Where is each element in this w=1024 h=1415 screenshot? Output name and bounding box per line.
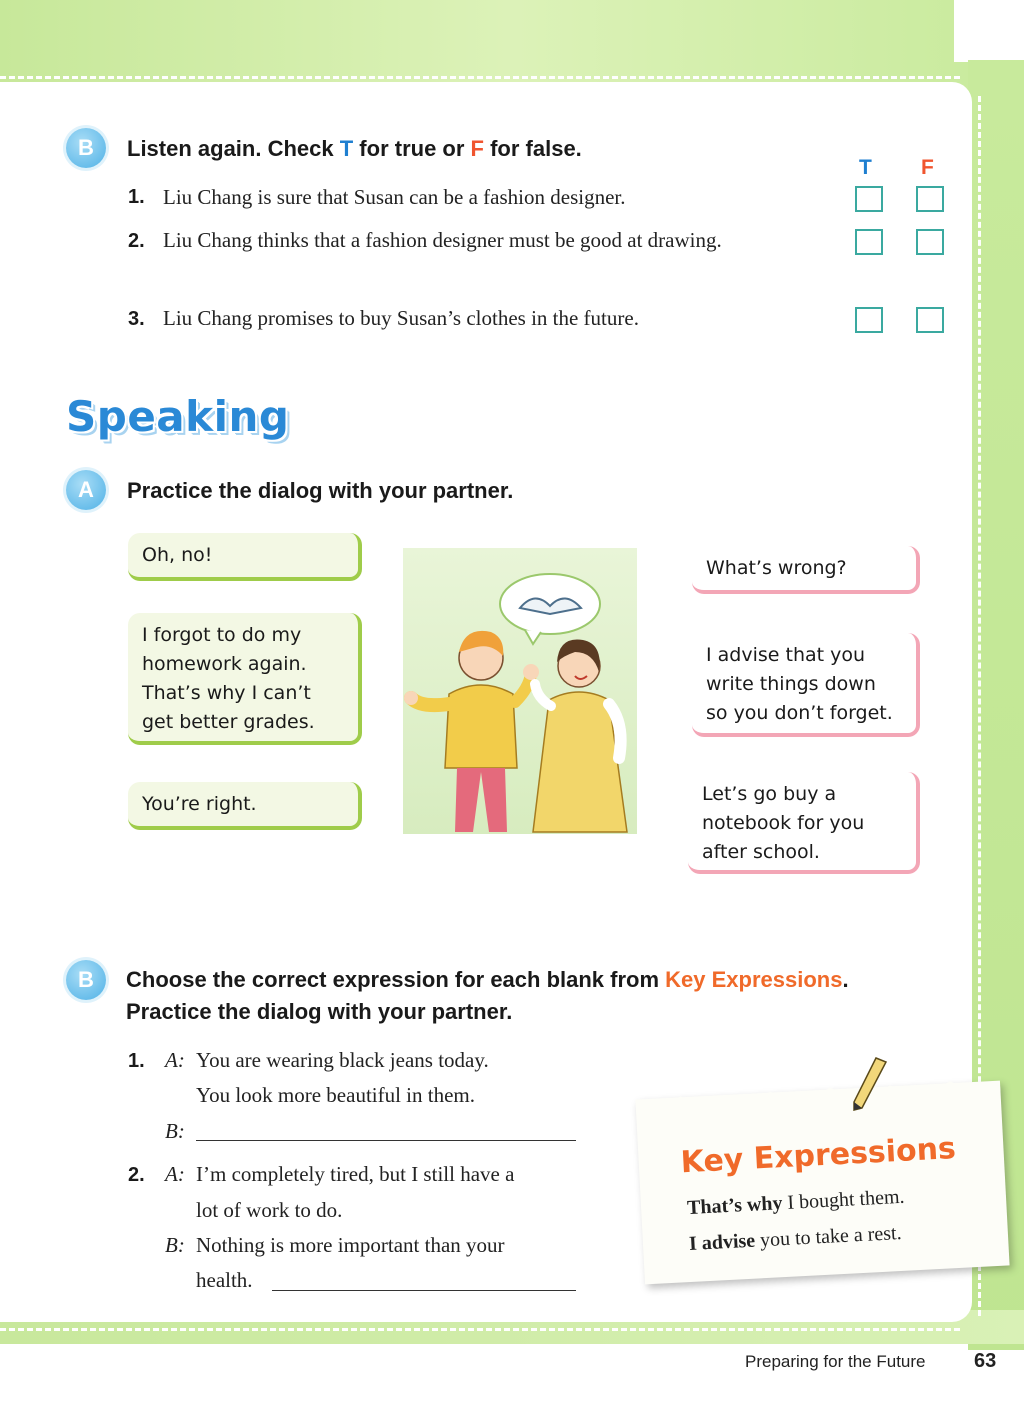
exercise-number: 2. (128, 1164, 145, 1186)
speech-bubble-whats-wrong: What’s wrong? (692, 546, 920, 594)
item-number: 1. (128, 186, 145, 208)
exercise-1-a-line1: You are wearing black jeans today. (196, 1048, 489, 1072)
dialog-illustration (403, 548, 637, 834)
checkbox-false-3[interactable] (916, 307, 944, 333)
item-number: 2. (128, 230, 145, 252)
section-a-badge: A (66, 470, 106, 510)
checkbox-false-1[interactable] (916, 186, 944, 212)
key-expressions-card (635, 1081, 1009, 1285)
speaker-b-label: B: (165, 1233, 185, 1257)
speech-bubble-oh-no: Oh, no! (128, 533, 362, 581)
answer-blank-2[interactable] (272, 1290, 576, 1291)
speaking-b-instruction: Choose the correct expression for each blank from Key Expressions. (126, 967, 849, 992)
speech-bubble-buy-notebook: Let’s go buy a notebook for you after school. (688, 772, 920, 874)
footer-unit-title: Preparing for the Future (745, 1352, 926, 1371)
top-dashed-border (0, 76, 960, 79)
statement-2: Liu Chang thinks that a fashion designer must be good at drawing. (163, 228, 722, 252)
key-expressions-title: Key Expressions (679, 1131, 957, 1181)
exercise-2-a-line2: lot of work to do. (196, 1198, 343, 1222)
speaker-a-label: A: (165, 1162, 185, 1186)
checkbox-true-2[interactable] (855, 229, 883, 255)
section-b-badge: B (66, 128, 106, 168)
key-expression-2: I advise you to take a rest. (688, 1221, 903, 1256)
section-b-badge: B (66, 960, 106, 1000)
checkbox-true-1[interactable] (855, 186, 883, 212)
exercise-number: 1. (128, 1050, 145, 1072)
speaking-b-instruction-line2: Practice the dialog with your partner. (126, 999, 513, 1024)
page-number: 63 (974, 1350, 997, 1372)
exercise-2-b-line2: health. (196, 1268, 253, 1292)
bottom-dashed-border (0, 1328, 960, 1331)
speaking-a-instruction: Practice the dialog with your partner. (127, 478, 514, 503)
checkbox-false-2[interactable] (916, 229, 944, 255)
false-column-header: F (921, 156, 934, 179)
answer-blank-1[interactable] (196, 1140, 576, 1141)
speech-bubble-advise-write: I advise that you write things down so you don’t forget. (692, 633, 920, 737)
speech-bubble-forgot-homework: I forgot to do my homework again. That’s why I can’t get better grades. (128, 613, 362, 745)
speaker-b-label: B: (165, 1119, 185, 1143)
true-column-header: T (859, 156, 872, 179)
speaking-heading: Speaking (66, 392, 290, 441)
item-number: 3. (128, 308, 145, 330)
exercise-2-a-line1: I’m completely tired, but I still have a (196, 1162, 515, 1186)
speaker-a-label: A: (165, 1048, 185, 1072)
exercise-2-b-line1: Nothing is more important than your (196, 1233, 505, 1257)
speech-bubble-youre-right: You’re right. (128, 782, 362, 830)
pencil-icon (846, 1054, 890, 1119)
statement-1: Liu Chang is sure that Susan can be a fashion designer. (163, 185, 626, 209)
checkbox-true-3[interactable] (855, 307, 883, 333)
top-corner-blank (954, 0, 1024, 62)
listen-instruction: Listen again. Check T for true or F for false. (127, 136, 582, 161)
statement-3: Liu Chang promises to buy Susan’s clothes in the future. (163, 306, 639, 330)
key-expression-1: That’s why I bought them. (686, 1185, 906, 1220)
exercise-1-a-line2: You look more beautiful in them. (196, 1083, 476, 1107)
